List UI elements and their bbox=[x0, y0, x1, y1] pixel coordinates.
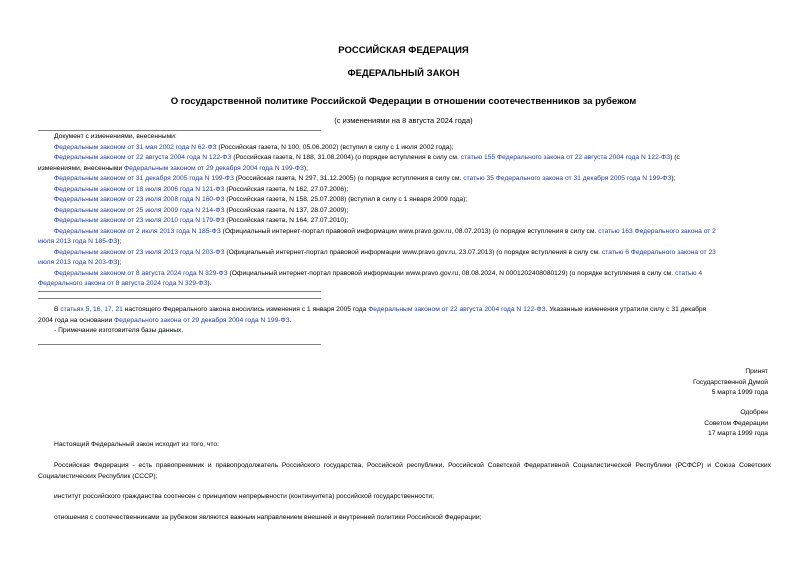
article-link[interactable]: статью 155 Федерального закона от 22 августа 2004 года N 122-ФЗ bbox=[460, 154, 671, 161]
article-link[interactable]: июля 2013 года N 185-ФЗ bbox=[38, 238, 118, 245]
change-item: Федеральным законом от 2 июля 2013 года N 185-ФЗ (Официальный интернет-портал правовой информации www.pravo.gov.ru, 08.07.2013) (о порядке вступления в силу см. статью 163 Федерального закона от 2 bbox=[54, 227, 716, 235]
country-heading: РОССИЙСКАЯ ФЕДЕРАЦИЯ bbox=[338, 45, 469, 56]
note-line: 2004 года на основании Федерального закона от 29 декабря 2004 года N 199-ФЗ. bbox=[38, 316, 292, 324]
preamble-paragraph: Настоящий Федеральный закон исходит из того, что: bbox=[54, 441, 219, 448]
changes-intro: Документ с изменениями, внесенными: bbox=[54, 133, 177, 140]
change-item: Федеральным законом от 23 июля 2010 года N 179-ФЗ (Российская газета, N 164, 27.07.2010); bbox=[54, 217, 349, 224]
approved-by: Советом Федерации bbox=[704, 419, 768, 427]
law-link[interactable]: Федеральным законом от 31 мая 2002 года N 62-ФЗ bbox=[54, 143, 217, 151]
doc-type-heading: ФЕДЕРАЛЬНЫЙ ЗАКОН bbox=[347, 68, 460, 79]
article-link[interactable]: статью 6 Федерального закона от 23 bbox=[601, 248, 716, 256]
divider-middle-2 bbox=[38, 298, 321, 299]
change-item: Федеральным законом от 31 мая 2002 года N 62-ФЗ (Российская газета, N 100, 05.06.2002) (вступил в силу с 1 июля 2002 года); bbox=[54, 143, 454, 151]
article-link[interactable]: статью 35 Федерального закона от 31 декабря 2005 года N 199-ФЗ bbox=[463, 175, 672, 182]
law-link[interactable]: Федеральным законом от 29 декабря 2004 года N 199-ФЗ bbox=[124, 164, 304, 172]
change-item-continued: изменениями, внесенными Федеральным законом от 29 декабря 2004 года N 199-ФЗ); bbox=[38, 164, 309, 172]
divider-top bbox=[38, 130, 321, 131]
db-maker-note: - Примечание изготовителя базы данных. bbox=[54, 327, 184, 334]
law-link[interactable]: Федеральным законом от 31 декабря 2005 года N 199-ФЗ bbox=[54, 175, 234, 182]
law-link[interactable]: Федеральным законом от 25 июля 2009 года N 214-ФЗ bbox=[54, 206, 225, 214]
article-link[interactable]: статью 4 bbox=[675, 269, 703, 277]
adopted-label: Принят bbox=[745, 368, 768, 375]
adopted-block bbox=[693, 367, 768, 399]
change-item: Федеральным законом от 22 августа 2004 года N 122-ФЗ (Российская газета, N 188, 31.08.2004) (о порядке вступления в силу см. статью 155 Федерального закона от 22 августа 2004 года N 122-ФЗ) (с bbox=[54, 154, 680, 161]
change-item: Федеральным законом от 31 декабря 2005 года N 199-ФЗ (Российская газета, N 297, 31.12.2005) (о порядке вступления в силу см. статью 35 Федерального закона от 31 декабря 2005 года N 199-ФЗ); bbox=[54, 175, 676, 182]
approved-label: Одобрен bbox=[740, 409, 768, 416]
divider-bottom bbox=[38, 344, 321, 345]
approved-date: 17 марта 1999 года bbox=[708, 430, 768, 437]
law-link[interactable]: Федеральным законом от 23 июля 2010 года N 179-ФЗ bbox=[54, 217, 225, 224]
divider-middle-1 bbox=[38, 291, 321, 292]
adopted-date: 5 марта 1999 года bbox=[711, 389, 768, 396]
change-item-continued: Федерального закона от 8 августа 2024 года N 329-ФЗ). bbox=[38, 280, 212, 287]
law-link[interactable]: Федерального закона от 29 декабря 2004 года N 199-ФЗ bbox=[114, 316, 290, 324]
approved-block bbox=[704, 408, 768, 440]
change-item: Федеральным законом от 18 июля 2006 года N 121-ФЗ (Российская газета, N 162, 27.07.2006); bbox=[54, 185, 349, 193]
articles-link[interactable]: статьях 5, 16, 17, 21 bbox=[60, 306, 123, 313]
law-link[interactable]: Федеральным законом от 22 августа 2004 года N 122-ФЗ bbox=[54, 154, 232, 161]
adopted-by: Государственной Думой bbox=[693, 378, 768, 386]
law-link[interactable]: Федеральным законом от 23 июля 2008 года N 160-ФЗ bbox=[54, 196, 225, 203]
document-title: О государственной политике Российской Федерации в отношении соотечественников за рубежом bbox=[170, 96, 637, 107]
change-item: Федеральным законом от 23 июля 2008 года N 160-ФЗ (Российская газета, N 158, 25.07.2008) (вступил в силу с 1 января 2009 года); bbox=[54, 196, 468, 203]
change-item-continued: июля 2013 года N 185-ФЗ); bbox=[38, 238, 122, 245]
preamble-paragraph: Российская Федерация - есть правопреемник и правопродолжатель Российского государства, Российской республики, Российской Советской Федеративной Социалистической Республики (РСФСР) и Союза Советских Социалистических Республик (СССР); bbox=[38, 462, 771, 480]
edition-note: (с изменениями на 8 августа 2024 года) bbox=[334, 116, 473, 125]
article-link[interactable]: июля 2013 года N 203-ФЗ bbox=[38, 259, 118, 266]
change-item: Федеральным законом от 25 июля 2009 года N 214-ФЗ (Российская газета, N 137, 28.07.2009); bbox=[54, 206, 349, 214]
preamble-paragraph: отношения с соотечественниками за рубежом являются важным направлением внешней и внутренней политики Российской Федерации; bbox=[54, 514, 482, 521]
change-item: Федеральным законом от 8 августа 2024 года N 329-ФЗ (Официальный интернет-портал правовой информации www.pravo.gov.ru, 08.08.2024, N 0001202408080129) (о порядке вступления в силу см. статью 4 bbox=[54, 269, 703, 277]
law-link[interactable]: Федеральным законом от 22 августа 2004 года N 122-ФЗ bbox=[368, 306, 546, 313]
change-item: Федеральным законом от 23 июля 2013 года N 203-ФЗ (Официальный интернет-портал правовой информации www.pravo.gov.ru, 23.07.2013) (о порядке вступления в силу см. статью 6 Федерального закона от 23 bbox=[54, 248, 716, 256]
article-link[interactable]: статью 163 Федерального закона от 2 bbox=[598, 227, 716, 235]
law-link[interactable]: Федеральным законом от 23 июля 2013 года N 203-ФЗ bbox=[54, 248, 225, 256]
note-line: В статьях 5, 16, 17, 21 настоящего Федерального закона вносились изменения с 1 января 2005 года Федеральным законом от 22 августа 2004 года N 122-ФЗ. Указанные изменения утратили силу с 31 декабря bbox=[54, 306, 707, 313]
article-link[interactable]: Федерального закона от 8 августа 2024 года N 329-ФЗ bbox=[38, 280, 208, 287]
preamble-paragraph: институт российского гражданства соотнесен с принципом непрерывности (континуитета) российской государственности; bbox=[54, 493, 434, 500]
law-link[interactable]: Федеральным законом от 8 августа 2024 года N 329-ФЗ bbox=[54, 269, 228, 277]
law-link[interactable]: Федеральным законом от 18 июля 2006 года N 121-ФЗ bbox=[54, 185, 225, 193]
law-link[interactable]: Федеральным законом от 2 июля 2013 года N 185-ФЗ bbox=[54, 227, 221, 235]
change-item-continued: июля 2013 года N 203-ФЗ); bbox=[38, 259, 122, 266]
